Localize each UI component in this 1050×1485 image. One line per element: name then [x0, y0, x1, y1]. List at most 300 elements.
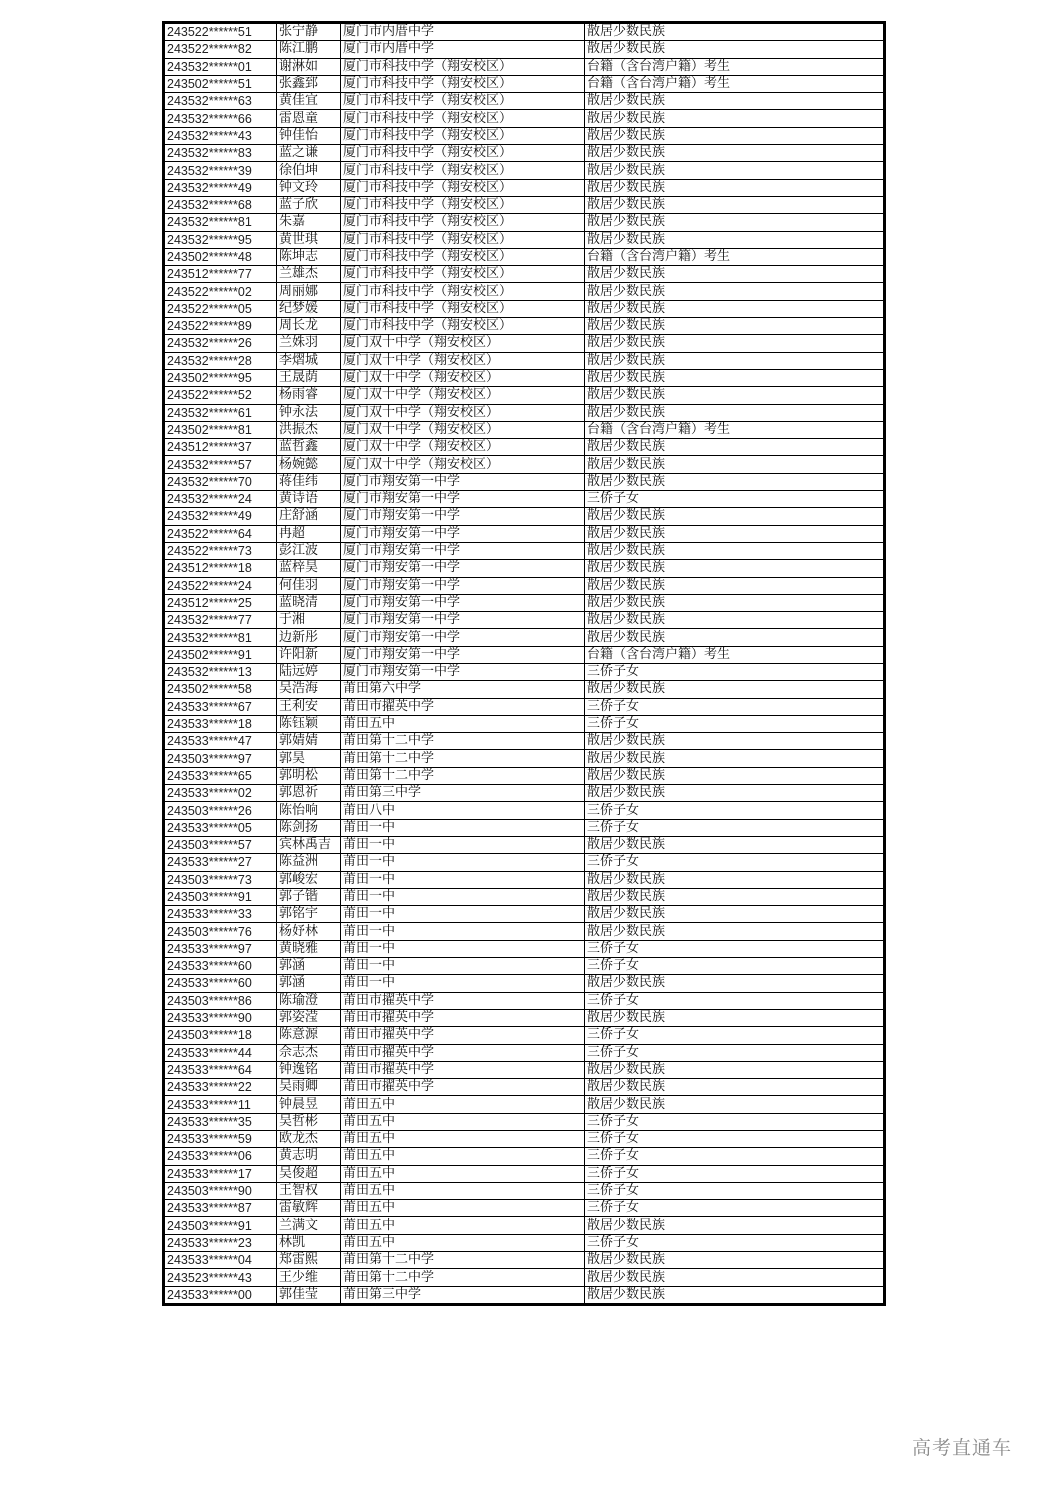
- student-name-cell: 于湘: [277, 612, 341, 629]
- student-name-cell: 陈江鹏: [277, 41, 341, 58]
- student-name-cell: 边新彤: [277, 629, 341, 646]
- school-cell: 厦门市翔安第一中学: [341, 629, 585, 646]
- school-cell: 莆田五中: [341, 1165, 585, 1182]
- school-cell: 厦门市翔安第一中学: [341, 560, 585, 577]
- table-body: [165, 24, 884, 1304]
- exam-id-cell: 243533******23: [165, 1234, 277, 1251]
- table-row: [165, 1286, 884, 1303]
- exam-id-cell: 243522******64: [165, 525, 277, 542]
- exam-id-cell: 243532******83: [165, 145, 277, 162]
- school-cell: 厦门市翔安第一中学: [341, 646, 585, 663]
- student-list-table: [164, 23, 884, 1304]
- category-cell: 散居少数民族: [585, 1269, 884, 1286]
- school-cell: 厦门市翔安第一中学: [341, 491, 585, 508]
- table-row: [165, 854, 884, 871]
- exam-id-cell: 243532******28: [165, 352, 277, 369]
- table-row: [165, 75, 884, 92]
- exam-id-cell: 243503******86: [165, 992, 277, 1009]
- table-row: [165, 612, 884, 629]
- table-row: [165, 145, 884, 162]
- table-row: [165, 318, 884, 335]
- category-cell: 三侨子女: [585, 715, 884, 732]
- exam-id-cell: 243533******35: [165, 1113, 277, 1130]
- exam-id-cell: 243503******91: [165, 1217, 277, 1234]
- student-name-cell: 黄世琪: [277, 231, 341, 248]
- table-row: [165, 802, 884, 819]
- category-cell: 散居少数民族: [585, 283, 884, 300]
- student-name-cell: 欧龙杰: [277, 1131, 341, 1148]
- table-row: [165, 248, 884, 265]
- student-name-cell: 郭峻宏: [277, 871, 341, 888]
- school-cell: 莆田一中: [341, 871, 585, 888]
- exam-id-cell: 243533******90: [165, 1009, 277, 1026]
- exam-id-cell: 243502******58: [165, 681, 277, 698]
- student-name-cell: 蒋佳纬: [277, 473, 341, 490]
- school-cell: 厦门市翔安第一中学: [341, 612, 585, 629]
- school-cell: 厦门市内厝中学: [341, 41, 585, 58]
- student-name-cell: 周长龙: [277, 318, 341, 335]
- category-cell: 散居少数民族: [585, 1252, 884, 1269]
- student-name-cell: 佘志杰: [277, 1044, 341, 1061]
- exam-id-cell: 243533******97: [165, 940, 277, 957]
- category-cell: 散居少数民族: [585, 266, 884, 283]
- exam-id-cell: 243532******81: [165, 629, 277, 646]
- category-cell: 散居少数民族: [585, 456, 884, 473]
- exam-id-cell: 243502******91: [165, 646, 277, 663]
- school-cell: 莆田市擢英中学: [341, 1061, 585, 1078]
- student-name-cell: 杨婉懿: [277, 456, 341, 473]
- table-row: [165, 369, 884, 386]
- exam-id-cell: 243522******05: [165, 300, 277, 317]
- category-cell: 散居少数民族: [585, 1096, 884, 1113]
- student-name-cell: 周丽娜: [277, 283, 341, 300]
- category-cell: 散居少数民族: [585, 24, 884, 41]
- exam-id-cell: 243532******61: [165, 404, 277, 421]
- school-cell: 厦门双十中学（翔安校区）: [341, 335, 585, 352]
- exam-id-cell: 243522******73: [165, 542, 277, 559]
- exam-id-cell: 243533******67: [165, 698, 277, 715]
- student-name-cell: 兰姝羽: [277, 335, 341, 352]
- school-cell: 莆田市擢英中学: [341, 992, 585, 1009]
- table-row: [165, 940, 884, 957]
- student-name-cell: 王晟荫: [277, 369, 341, 386]
- school-cell: 莆田五中: [341, 1182, 585, 1199]
- exam-id-cell: 243532******66: [165, 110, 277, 127]
- category-cell: 散居少数民族: [585, 1061, 884, 1078]
- school-cell: 厦门市科技中学（翔安校区）: [341, 179, 585, 196]
- school-cell: 厦门市科技中学（翔安校区）: [341, 196, 585, 213]
- exam-id-cell: 243533******04: [165, 1252, 277, 1269]
- student-name-cell: 陈剑扬: [277, 819, 341, 836]
- table-row: [165, 1165, 884, 1182]
- table-row: [165, 1217, 884, 1234]
- category-cell: 三侨子女: [585, 992, 884, 1009]
- student-name-cell: 洪振杰: [277, 421, 341, 438]
- student-name-cell: 郭铭宇: [277, 906, 341, 923]
- exam-id-cell: 243522******51: [165, 24, 277, 41]
- student-name-cell: 吴哲彬: [277, 1113, 341, 1130]
- exam-id-cell: 243522******52: [165, 387, 277, 404]
- student-name-cell: 吴浩海: [277, 681, 341, 698]
- table-row: [165, 335, 884, 352]
- student-name-cell: 钟晨昱: [277, 1096, 341, 1113]
- exam-id-cell: 243512******77: [165, 266, 277, 283]
- school-cell: 厦门双十中学（翔安校区）: [341, 352, 585, 369]
- exam-id-cell: 243532******01: [165, 58, 277, 75]
- school-cell: 厦门市科技中学（翔安校区）: [341, 300, 585, 317]
- student-name-cell: 吴俊超: [277, 1165, 341, 1182]
- school-cell: 莆田第十二中学: [341, 733, 585, 750]
- watermark: 高考直通车: [912, 1437, 1013, 1459]
- school-cell: 厦门市翔安第一中学: [341, 594, 585, 611]
- exam-id-cell: 243533******06: [165, 1148, 277, 1165]
- student-name-cell: 王智权: [277, 1182, 341, 1199]
- category-cell: 散居少数民族: [585, 888, 884, 905]
- table-row: [165, 663, 884, 680]
- student-name-cell: 何佳羽: [277, 577, 341, 594]
- school-cell: 厦门市科技中学（翔安校区）: [341, 248, 585, 265]
- exam-id-cell: 243522******24: [165, 577, 277, 594]
- school-cell: 厦门市科技中学（翔安校区）: [341, 145, 585, 162]
- table-row: [165, 266, 884, 283]
- category-cell: 三侨子女: [585, 958, 884, 975]
- category-cell: 台籍（含台湾户籍）考生: [585, 646, 884, 663]
- student-name-cell: 雷恩童: [277, 110, 341, 127]
- school-cell: 莆田第十二中学: [341, 750, 585, 767]
- table-row: [165, 196, 884, 213]
- table-row: [165, 681, 884, 698]
- table-row: [165, 992, 884, 1009]
- student-name-cell: 冉超: [277, 525, 341, 542]
- exam-id-cell: 243532******24: [165, 491, 277, 508]
- category-cell: 散居少数民族: [585, 975, 884, 992]
- category-cell: 散居少数民族: [585, 923, 884, 940]
- student-name-cell: 王利安: [277, 698, 341, 715]
- student-name-cell: 蓝梓昊: [277, 560, 341, 577]
- exam-id-cell: 243503******91: [165, 888, 277, 905]
- table-row: [165, 958, 884, 975]
- school-cell: 厦门市科技中学（翔安校区）: [341, 318, 585, 335]
- school-cell: 厦门双十中学（翔安校区）: [341, 387, 585, 404]
- category-cell: 散居少数民族: [585, 473, 884, 490]
- student-name-cell: 谢淋如: [277, 58, 341, 75]
- school-cell: 莆田八中: [341, 802, 585, 819]
- table-row: [165, 93, 884, 110]
- student-list-table-container: [162, 21, 886, 1306]
- school-cell: 莆田五中: [341, 1131, 585, 1148]
- category-cell: 三侨子女: [585, 698, 884, 715]
- exam-id-cell: 243533******33: [165, 906, 277, 923]
- exam-id-cell: 243533******47: [165, 733, 277, 750]
- category-cell: 三侨子女: [585, 491, 884, 508]
- student-name-cell: 钟逸铭: [277, 1061, 341, 1078]
- exam-id-cell: 243502******48: [165, 248, 277, 265]
- school-cell: 厦门市科技中学（翔安校区）: [341, 58, 585, 75]
- category-cell: 散居少数民族: [585, 369, 884, 386]
- exam-id-cell: 243533******65: [165, 767, 277, 784]
- exam-id-cell: 243533******17: [165, 1165, 277, 1182]
- table-row: [165, 560, 884, 577]
- table-row: [165, 1027, 884, 1044]
- exam-id-cell: 243503******26: [165, 802, 277, 819]
- category-cell: 散居少数民族: [585, 560, 884, 577]
- category-cell: 散居少数民族: [585, 508, 884, 525]
- school-cell: 莆田一中: [341, 975, 585, 992]
- category-cell: 三侨子女: [585, 1148, 884, 1165]
- school-cell: 厦门市科技中学（翔安校区）: [341, 110, 585, 127]
- exam-id-cell: 243512******18: [165, 560, 277, 577]
- category-cell: 散居少数民族: [585, 629, 884, 646]
- table-row: [165, 629, 884, 646]
- category-cell: 散居少数民族: [585, 387, 884, 404]
- school-cell: 莆田五中: [341, 1148, 585, 1165]
- student-name-cell: 钟永法: [277, 404, 341, 421]
- category-cell: 散居少数民族: [585, 145, 884, 162]
- exam-id-cell: 243503******76: [165, 923, 277, 940]
- school-cell: 莆田一中: [341, 854, 585, 871]
- exam-id-cell: 243533******11: [165, 1096, 277, 1113]
- student-name-cell: 彭江波: [277, 542, 341, 559]
- exam-id-cell: 243502******95: [165, 369, 277, 386]
- exam-id-cell: 243533******59: [165, 1131, 277, 1148]
- table-row: [165, 439, 884, 456]
- table-row: [165, 1269, 884, 1286]
- school-cell: 莆田市擢英中学: [341, 698, 585, 715]
- table-row: [165, 906, 884, 923]
- student-name-cell: 许阳新: [277, 646, 341, 663]
- exam-id-cell: 243533******60: [165, 975, 277, 992]
- exam-id-cell: 243532******26: [165, 335, 277, 352]
- student-name-cell: 王少维: [277, 1269, 341, 1286]
- student-name-cell: 钟佳怡: [277, 127, 341, 144]
- student-name-cell: 陆远婷: [277, 663, 341, 680]
- category-cell: 散居少数民族: [585, 439, 884, 456]
- table-row: [165, 785, 884, 802]
- exam-id-cell: 243533******22: [165, 1079, 277, 1096]
- category-cell: 台籍（含台湾户籍）考生: [585, 75, 884, 92]
- table-row: [165, 836, 884, 853]
- category-cell: 散居少数民族: [585, 196, 884, 213]
- table-row: [165, 819, 884, 836]
- student-name-cell: 黄晓雅: [277, 940, 341, 957]
- school-cell: 厦门市内厝中学: [341, 24, 585, 41]
- school-cell: 厦门双十中学（翔安校区）: [341, 456, 585, 473]
- category-cell: 散居少数民族: [585, 41, 884, 58]
- category-cell: 台籍（含台湾户籍）考生: [585, 58, 884, 75]
- student-name-cell: 郭姿滢: [277, 1009, 341, 1026]
- table-row: [165, 1009, 884, 1026]
- table-row: [165, 491, 884, 508]
- school-cell: 莆田市擢英中学: [341, 1079, 585, 1096]
- table-row: [165, 283, 884, 300]
- table-row: [165, 1096, 884, 1113]
- category-cell: 三侨子女: [585, 1234, 884, 1251]
- student-name-cell: 黄志明: [277, 1148, 341, 1165]
- school-cell: 莆田第十二中学: [341, 1269, 585, 1286]
- school-cell: 莆田一中: [341, 819, 585, 836]
- category-cell: 散居少数民族: [585, 93, 884, 110]
- student-name-cell: 纪梦媛: [277, 300, 341, 317]
- student-name-cell: 朱嘉: [277, 214, 341, 231]
- school-cell: 厦门市科技中学（翔安校区）: [341, 75, 585, 92]
- school-cell: 厦门市科技中学（翔安校区）: [341, 127, 585, 144]
- category-cell: 散居少数民族: [585, 318, 884, 335]
- category-cell: 散居少数民族: [585, 906, 884, 923]
- table-row: [165, 1044, 884, 1061]
- category-cell: 散居少数民族: [585, 733, 884, 750]
- table-row: [165, 1182, 884, 1199]
- exam-id-cell: 243533******44: [165, 1044, 277, 1061]
- exam-id-cell: 243532******49: [165, 508, 277, 525]
- table-row: [165, 1148, 884, 1165]
- student-name-cell: 林凯: [277, 1234, 341, 1251]
- student-name-cell: 雷敏辉: [277, 1200, 341, 1217]
- school-cell: 厦门双十中学（翔安校区）: [341, 369, 585, 386]
- category-cell: 散居少数民族: [585, 127, 884, 144]
- school-cell: 厦门市科技中学（翔安校区）: [341, 266, 585, 283]
- student-name-cell: 张宁静: [277, 24, 341, 41]
- table-row: [165, 421, 884, 438]
- category-cell: 散居少数民族: [585, 1079, 884, 1096]
- table-row: [165, 456, 884, 473]
- exam-id-cell: 243512******25: [165, 594, 277, 611]
- student-name-cell: 兰满文: [277, 1217, 341, 1234]
- table-row: [165, 1131, 884, 1148]
- category-cell: 散居少数民族: [585, 767, 884, 784]
- exam-id-cell: 243523******43: [165, 1269, 277, 1286]
- student-name-cell: 郑雷熙: [277, 1252, 341, 1269]
- student-name-cell: 黄佳宜: [277, 93, 341, 110]
- exam-id-cell: 243532******77: [165, 612, 277, 629]
- school-cell: 莆田一中: [341, 940, 585, 957]
- school-cell: 莆田五中: [341, 1200, 585, 1217]
- table-row: [165, 1200, 884, 1217]
- student-name-cell: 郭恩祈: [277, 785, 341, 802]
- category-cell: 散居少数民族: [585, 594, 884, 611]
- category-cell: 散居少数民族: [585, 785, 884, 802]
- table-row: [165, 715, 884, 732]
- table-row: [165, 750, 884, 767]
- exam-id-cell: 243533******27: [165, 854, 277, 871]
- student-name-cell: 郭涵: [277, 958, 341, 975]
- table-row: [165, 1234, 884, 1251]
- exam-id-cell: 243532******81: [165, 214, 277, 231]
- exam-id-cell: 243502******51: [165, 75, 277, 92]
- exam-id-cell: 243532******39: [165, 162, 277, 179]
- school-cell: 厦门市翔安第一中学: [341, 508, 585, 525]
- student-name-cell: 郭佳莹: [277, 1286, 341, 1303]
- table-row: [165, 923, 884, 940]
- student-name-cell: 郭昊: [277, 750, 341, 767]
- table-row: [165, 1079, 884, 1096]
- exam-id-cell: 243522******02: [165, 283, 277, 300]
- school-cell: 莆田五中: [341, 1113, 585, 1130]
- table-row: [165, 888, 884, 905]
- student-name-cell: 陈瑜澄: [277, 992, 341, 1009]
- school-cell: 莆田第六中学: [341, 681, 585, 698]
- category-cell: 散居少数民族: [585, 404, 884, 421]
- exam-id-cell: 243533******05: [165, 819, 277, 836]
- school-cell: 厦门市翔安第一中学: [341, 577, 585, 594]
- category-cell: 散居少数民族: [585, 525, 884, 542]
- category-cell: 三侨子女: [585, 1200, 884, 1217]
- exam-id-cell: 243532******49: [165, 179, 277, 196]
- student-name-cell: 宾林禹吉: [277, 836, 341, 853]
- student-name-cell: 蓝晓清: [277, 594, 341, 611]
- student-name-cell: 钟文玲: [277, 179, 341, 196]
- table-row: [165, 508, 884, 525]
- exam-id-cell: 243503******18: [165, 1027, 277, 1044]
- school-cell: 莆田五中: [341, 1096, 585, 1113]
- table-row: [165, 1252, 884, 1269]
- exam-id-cell: 243512******37: [165, 439, 277, 456]
- exam-id-cell: 243503******90: [165, 1182, 277, 1199]
- school-cell: 厦门市科技中学（翔安校区）: [341, 231, 585, 248]
- school-cell: 莆田五中: [341, 715, 585, 732]
- student-name-cell: 陈钰颖: [277, 715, 341, 732]
- category-cell: 三侨子女: [585, 1165, 884, 1182]
- exam-id-cell: 243533******64: [165, 1061, 277, 1078]
- category-cell: 三侨子女: [585, 819, 884, 836]
- school-cell: 厦门市翔安第一中学: [341, 663, 585, 680]
- student-name-cell: 杨雨睿: [277, 387, 341, 404]
- student-name-cell: 徐伯坤: [277, 162, 341, 179]
- exam-id-cell: 243532******57: [165, 456, 277, 473]
- student-name-cell: 蓝哲鑫: [277, 439, 341, 456]
- category-cell: 三侨子女: [585, 1131, 884, 1148]
- student-name-cell: 杨妤林: [277, 923, 341, 940]
- student-name-cell: 黄诗语: [277, 491, 341, 508]
- table-row: [165, 231, 884, 248]
- school-cell: 厦门双十中学（翔安校区）: [341, 439, 585, 456]
- category-cell: 散居少数民族: [585, 612, 884, 629]
- exam-id-cell: 243503******57: [165, 836, 277, 853]
- category-cell: 三侨子女: [585, 663, 884, 680]
- category-cell: 散居少数民族: [585, 214, 884, 231]
- category-cell: 三侨子女: [585, 1182, 884, 1199]
- student-name-cell: 蓝子欣: [277, 196, 341, 213]
- exam-id-cell: 243502******81: [165, 421, 277, 438]
- table-row: [165, 1061, 884, 1078]
- school-cell: 莆田第三中学: [341, 1286, 585, 1303]
- category-cell: 散居少数民族: [585, 750, 884, 767]
- student-name-cell: 张鑫郅: [277, 75, 341, 92]
- exam-id-cell: 243503******97: [165, 750, 277, 767]
- student-name-cell: 蓝之谦: [277, 145, 341, 162]
- school-cell: 莆田一中: [341, 923, 585, 940]
- student-name-cell: 李熠城: [277, 352, 341, 369]
- table-row: [165, 871, 884, 888]
- school-cell: 莆田一中: [341, 906, 585, 923]
- category-cell: 散居少数民族: [585, 162, 884, 179]
- category-cell: 三侨子女: [585, 1113, 884, 1130]
- student-name-cell: 郭婧婧: [277, 733, 341, 750]
- table-row: [165, 1113, 884, 1130]
- category-cell: 三侨子女: [585, 940, 884, 957]
- table-row: [165, 352, 884, 369]
- category-cell: 散居少数民族: [585, 179, 884, 196]
- table-row: [165, 110, 884, 127]
- school-cell: 莆田第三中学: [341, 785, 585, 802]
- exam-id-cell: 243533******18: [165, 715, 277, 732]
- school-cell: 厦门双十中学（翔安校区）: [341, 421, 585, 438]
- category-cell: 三侨子女: [585, 1027, 884, 1044]
- school-cell: 莆田第十二中学: [341, 767, 585, 784]
- school-cell: 厦门市科技中学（翔安校区）: [341, 162, 585, 179]
- table-row: [165, 473, 884, 490]
- exam-id-cell: 243533******02: [165, 785, 277, 802]
- exam-id-cell: 243532******13: [165, 663, 277, 680]
